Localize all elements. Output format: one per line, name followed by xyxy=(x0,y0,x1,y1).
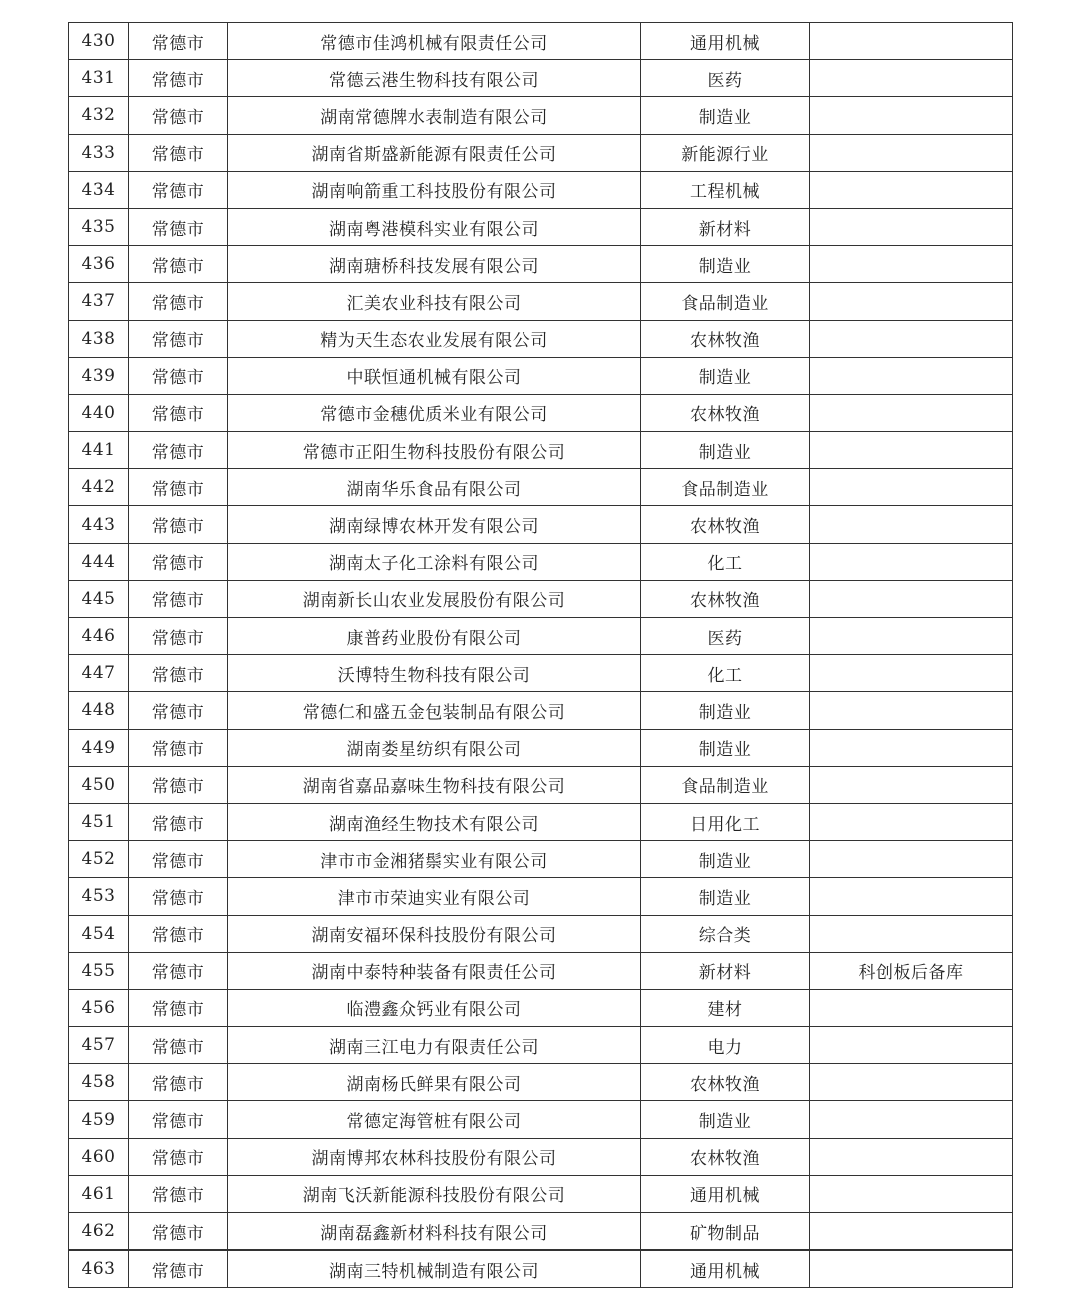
table-row xyxy=(69,60,1013,97)
enterprise-list-sheet xyxy=(68,22,1012,1288)
table-row xyxy=(69,1064,1013,1101)
note-cell xyxy=(810,394,1013,431)
company-name-cell: 湖南三特机械制造有限公司 xyxy=(228,1250,641,1288)
note-cell xyxy=(810,1027,1013,1064)
city-cell: 常德市 xyxy=(129,655,228,692)
table-row xyxy=(69,23,1013,60)
industry-cell: 通用机械 xyxy=(641,1250,810,1288)
industry-cell: 化工 xyxy=(641,543,810,580)
company-name-cell: 湖南太子化工涂料有限公司 xyxy=(228,543,641,580)
industry-cell: 制造业 xyxy=(641,97,810,134)
note-cell xyxy=(810,580,1013,617)
industry-cell: 通用机械 xyxy=(641,23,810,60)
city-cell: 常德市 xyxy=(129,915,228,952)
row-number-cell: 457 xyxy=(69,1027,129,1064)
table-row xyxy=(69,246,1013,283)
table-row xyxy=(69,506,1013,543)
table-row xyxy=(69,618,1013,655)
industry-cell: 农林牧渔 xyxy=(641,394,810,431)
row-number-cell: 440 xyxy=(69,394,129,431)
note-cell xyxy=(810,246,1013,283)
note-cell xyxy=(810,1101,1013,1138)
note-cell xyxy=(810,1250,1013,1288)
note-cell xyxy=(810,506,1013,543)
industry-cell: 制造业 xyxy=(641,729,810,766)
city-cell: 常德市 xyxy=(129,1064,228,1101)
note-cell xyxy=(810,766,1013,803)
row-number-cell: 441 xyxy=(69,432,129,469)
table-row xyxy=(69,692,1013,729)
note-cell: 科创板后备库 xyxy=(810,952,1013,989)
city-cell: 常德市 xyxy=(129,134,228,171)
row-number-cell: 459 xyxy=(69,1101,129,1138)
table-row xyxy=(69,1027,1013,1064)
note-cell xyxy=(810,171,1013,208)
table-row xyxy=(69,283,1013,320)
city-cell: 常德市 xyxy=(129,543,228,580)
company-name-cell: 湖南博邦农林科技股份有限公司 xyxy=(228,1138,641,1175)
row-number-cell: 438 xyxy=(69,320,129,357)
row-number-cell: 442 xyxy=(69,469,129,506)
city-cell: 常德市 xyxy=(129,692,228,729)
company-name-cell: 湖南磊鑫新材料科技有限公司 xyxy=(228,1213,641,1251)
company-name-cell: 常德定海管桩有限公司 xyxy=(228,1101,641,1138)
row-number-cell: 431 xyxy=(69,60,129,97)
company-name-cell: 湖南安福环保科技股份有限公司 xyxy=(228,915,641,952)
industry-cell: 制造业 xyxy=(641,692,810,729)
city-cell: 常德市 xyxy=(129,320,228,357)
row-number-cell: 460 xyxy=(69,1138,129,1175)
table-row xyxy=(69,766,1013,803)
table-row xyxy=(69,1250,1013,1288)
city-cell: 常德市 xyxy=(129,23,228,60)
row-number-cell: 450 xyxy=(69,766,129,803)
industry-cell: 制造业 xyxy=(641,1101,810,1138)
company-name-cell: 湖南杨氏鲜果有限公司 xyxy=(228,1064,641,1101)
row-number-cell: 437 xyxy=(69,283,129,320)
company-name-cell: 湖南省斯盛新能源有限责任公司 xyxy=(228,134,641,171)
company-name-cell: 沃博特生物科技有限公司 xyxy=(228,655,641,692)
table-row xyxy=(69,432,1013,469)
industry-cell: 农林牧渔 xyxy=(641,1064,810,1101)
company-name-cell: 常德市佳鸿机械有限责任公司 xyxy=(228,23,641,60)
city-cell: 常德市 xyxy=(129,246,228,283)
industry-cell: 医药 xyxy=(641,618,810,655)
company-name-cell: 湖南娄星纺织有限公司 xyxy=(228,729,641,766)
city-cell: 常德市 xyxy=(129,729,228,766)
note-cell xyxy=(810,357,1013,394)
row-number-cell: 454 xyxy=(69,915,129,952)
industry-cell: 新材料 xyxy=(641,208,810,245)
industry-cell: 制造业 xyxy=(641,246,810,283)
table-row xyxy=(69,878,1013,915)
city-cell: 常德市 xyxy=(129,60,228,97)
table-row xyxy=(69,97,1013,134)
table-body xyxy=(69,23,1013,1288)
row-number-cell: 434 xyxy=(69,171,129,208)
company-name-cell: 常德市金穗优质米业有限公司 xyxy=(228,394,641,431)
city-cell: 常德市 xyxy=(129,580,228,617)
city-cell: 常德市 xyxy=(129,878,228,915)
industry-cell: 电力 xyxy=(641,1027,810,1064)
row-number-cell: 462 xyxy=(69,1213,129,1251)
note-cell xyxy=(810,1064,1013,1101)
industry-cell: 农林牧渔 xyxy=(641,506,810,543)
row-number-cell: 453 xyxy=(69,878,129,915)
city-cell: 常德市 xyxy=(129,952,228,989)
industry-cell: 矿物制品 xyxy=(641,1213,810,1251)
city-cell: 常德市 xyxy=(129,1138,228,1175)
row-number-cell: 463 xyxy=(69,1250,129,1288)
company-name-cell: 津市市金湘猪鬃实业有限公司 xyxy=(228,841,641,878)
note-cell xyxy=(810,60,1013,97)
industry-cell: 农林牧渔 xyxy=(641,580,810,617)
company-name-cell: 湖南飞沃新能源科技股份有限公司 xyxy=(228,1175,641,1212)
table-row xyxy=(69,729,1013,766)
table-row xyxy=(69,1101,1013,1138)
note-cell xyxy=(810,97,1013,134)
row-number-cell: 448 xyxy=(69,692,129,729)
row-number-cell: 452 xyxy=(69,841,129,878)
industry-cell: 制造业 xyxy=(641,357,810,394)
row-number-cell: 439 xyxy=(69,357,129,394)
company-name-cell: 常德云港生物科技有限公司 xyxy=(228,60,641,97)
company-name-cell: 临澧鑫众钙业有限公司 xyxy=(228,989,641,1026)
industry-cell: 新能源行业 xyxy=(641,134,810,171)
row-number-cell: 443 xyxy=(69,506,129,543)
note-cell xyxy=(810,655,1013,692)
row-number-cell: 444 xyxy=(69,543,129,580)
table-row xyxy=(69,469,1013,506)
note-cell xyxy=(810,432,1013,469)
note-cell xyxy=(810,692,1013,729)
table-row xyxy=(69,580,1013,617)
industry-cell: 农林牧渔 xyxy=(641,1138,810,1175)
table-row xyxy=(69,357,1013,394)
industry-cell: 食品制造业 xyxy=(641,283,810,320)
city-cell: 常德市 xyxy=(129,1101,228,1138)
city-cell: 常德市 xyxy=(129,1027,228,1064)
table-row xyxy=(69,841,1013,878)
table-row xyxy=(69,134,1013,171)
city-cell: 常德市 xyxy=(129,283,228,320)
company-name-cell: 常德仁和盛五金包装制品有限公司 xyxy=(228,692,641,729)
note-cell xyxy=(810,989,1013,1026)
industry-cell: 化工 xyxy=(641,655,810,692)
city-cell: 常德市 xyxy=(129,1213,228,1251)
company-name-cell: 湖南三江电力有限责任公司 xyxy=(228,1027,641,1064)
table-row xyxy=(69,543,1013,580)
table-row xyxy=(69,655,1013,692)
company-name-cell: 湖南常德牌水表制造有限公司 xyxy=(228,97,641,134)
row-number-cell: 447 xyxy=(69,655,129,692)
note-cell xyxy=(810,134,1013,171)
row-number-cell: 449 xyxy=(69,729,129,766)
industry-cell: 日用化工 xyxy=(641,803,810,840)
row-number-cell: 432 xyxy=(69,97,129,134)
city-cell: 常德市 xyxy=(129,506,228,543)
row-number-cell: 446 xyxy=(69,618,129,655)
industry-cell: 制造业 xyxy=(641,878,810,915)
company-name-cell: 湖南响箭重工科技股份有限公司 xyxy=(228,171,641,208)
company-name-cell: 湖南瑭桥科技发展有限公司 xyxy=(228,246,641,283)
company-name-cell: 汇美农业科技有限公司 xyxy=(228,283,641,320)
industry-cell: 制造业 xyxy=(641,841,810,878)
industry-cell: 综合类 xyxy=(641,915,810,952)
industry-cell: 农林牧渔 xyxy=(641,320,810,357)
row-number-cell: 456 xyxy=(69,989,129,1026)
city-cell: 常德市 xyxy=(129,841,228,878)
note-cell xyxy=(810,23,1013,60)
table-row xyxy=(69,1213,1013,1251)
table-row xyxy=(69,320,1013,357)
table-row xyxy=(69,803,1013,840)
city-cell: 常德市 xyxy=(129,989,228,1026)
row-number-cell: 461 xyxy=(69,1175,129,1212)
city-cell: 常德市 xyxy=(129,208,228,245)
row-number-cell: 436 xyxy=(69,246,129,283)
company-name-cell: 湖南中泰特种装备有限责任公司 xyxy=(228,952,641,989)
note-cell xyxy=(810,1138,1013,1175)
row-number-cell: 458 xyxy=(69,1064,129,1101)
company-name-cell: 湖南新长山农业发展股份有限公司 xyxy=(228,580,641,617)
industry-cell: 食品制造业 xyxy=(641,469,810,506)
note-cell xyxy=(810,1175,1013,1212)
note-cell xyxy=(810,283,1013,320)
company-name-cell: 津市市荣迪实业有限公司 xyxy=(228,878,641,915)
row-number-cell: 433 xyxy=(69,134,129,171)
industry-cell: 建材 xyxy=(641,989,810,1026)
row-number-cell: 445 xyxy=(69,580,129,617)
company-name-cell: 湖南绿博农林开发有限公司 xyxy=(228,506,641,543)
row-number-cell: 455 xyxy=(69,952,129,989)
table-row xyxy=(69,989,1013,1026)
note-cell xyxy=(810,469,1013,506)
note-cell xyxy=(810,878,1013,915)
city-cell: 常德市 xyxy=(129,357,228,394)
note-cell xyxy=(810,543,1013,580)
note-cell xyxy=(810,320,1013,357)
note-cell xyxy=(810,208,1013,245)
table-row xyxy=(69,171,1013,208)
industry-cell: 新材料 xyxy=(641,952,810,989)
table-row xyxy=(69,208,1013,245)
industry-cell: 食品制造业 xyxy=(641,766,810,803)
city-cell: 常德市 xyxy=(129,97,228,134)
city-cell: 常德市 xyxy=(129,803,228,840)
industry-cell: 工程机械 xyxy=(641,171,810,208)
table-row xyxy=(69,1175,1013,1212)
city-cell: 常德市 xyxy=(129,1175,228,1212)
industry-cell: 通用机械 xyxy=(641,1175,810,1212)
note-cell xyxy=(810,915,1013,952)
row-number-cell: 430 xyxy=(69,23,129,60)
city-cell: 常德市 xyxy=(129,171,228,208)
company-name-cell: 康普药业股份有限公司 xyxy=(228,618,641,655)
city-cell: 常德市 xyxy=(129,469,228,506)
company-name-cell: 中联恒通机械有限公司 xyxy=(228,357,641,394)
row-number-cell: 451 xyxy=(69,803,129,840)
city-cell: 常德市 xyxy=(129,394,228,431)
city-cell: 常德市 xyxy=(129,432,228,469)
company-name-cell: 湖南粤港模科实业有限公司 xyxy=(228,208,641,245)
company-name-cell: 精为天生态农业发展有限公司 xyxy=(228,320,641,357)
note-cell xyxy=(810,841,1013,878)
enterprise-table xyxy=(68,22,1013,1288)
table-row xyxy=(69,952,1013,989)
note-cell xyxy=(810,803,1013,840)
industry-cell: 医药 xyxy=(641,60,810,97)
table-row xyxy=(69,915,1013,952)
company-name-cell: 湖南渔经生物技术有限公司 xyxy=(228,803,641,840)
city-cell: 常德市 xyxy=(129,766,228,803)
table-row xyxy=(69,394,1013,431)
city-cell: 常德市 xyxy=(129,1250,228,1288)
note-cell xyxy=(810,1213,1013,1251)
note-cell xyxy=(810,618,1013,655)
company-name-cell: 湖南华乐食品有限公司 xyxy=(228,469,641,506)
note-cell xyxy=(810,729,1013,766)
company-name-cell: 湖南省嘉品嘉味生物科技有限公司 xyxy=(228,766,641,803)
industry-cell: 制造业 xyxy=(641,432,810,469)
table-row xyxy=(69,1138,1013,1175)
city-cell: 常德市 xyxy=(129,618,228,655)
row-number-cell: 435 xyxy=(69,208,129,245)
company-name-cell: 常德市正阳生物科技股份有限公司 xyxy=(228,432,641,469)
